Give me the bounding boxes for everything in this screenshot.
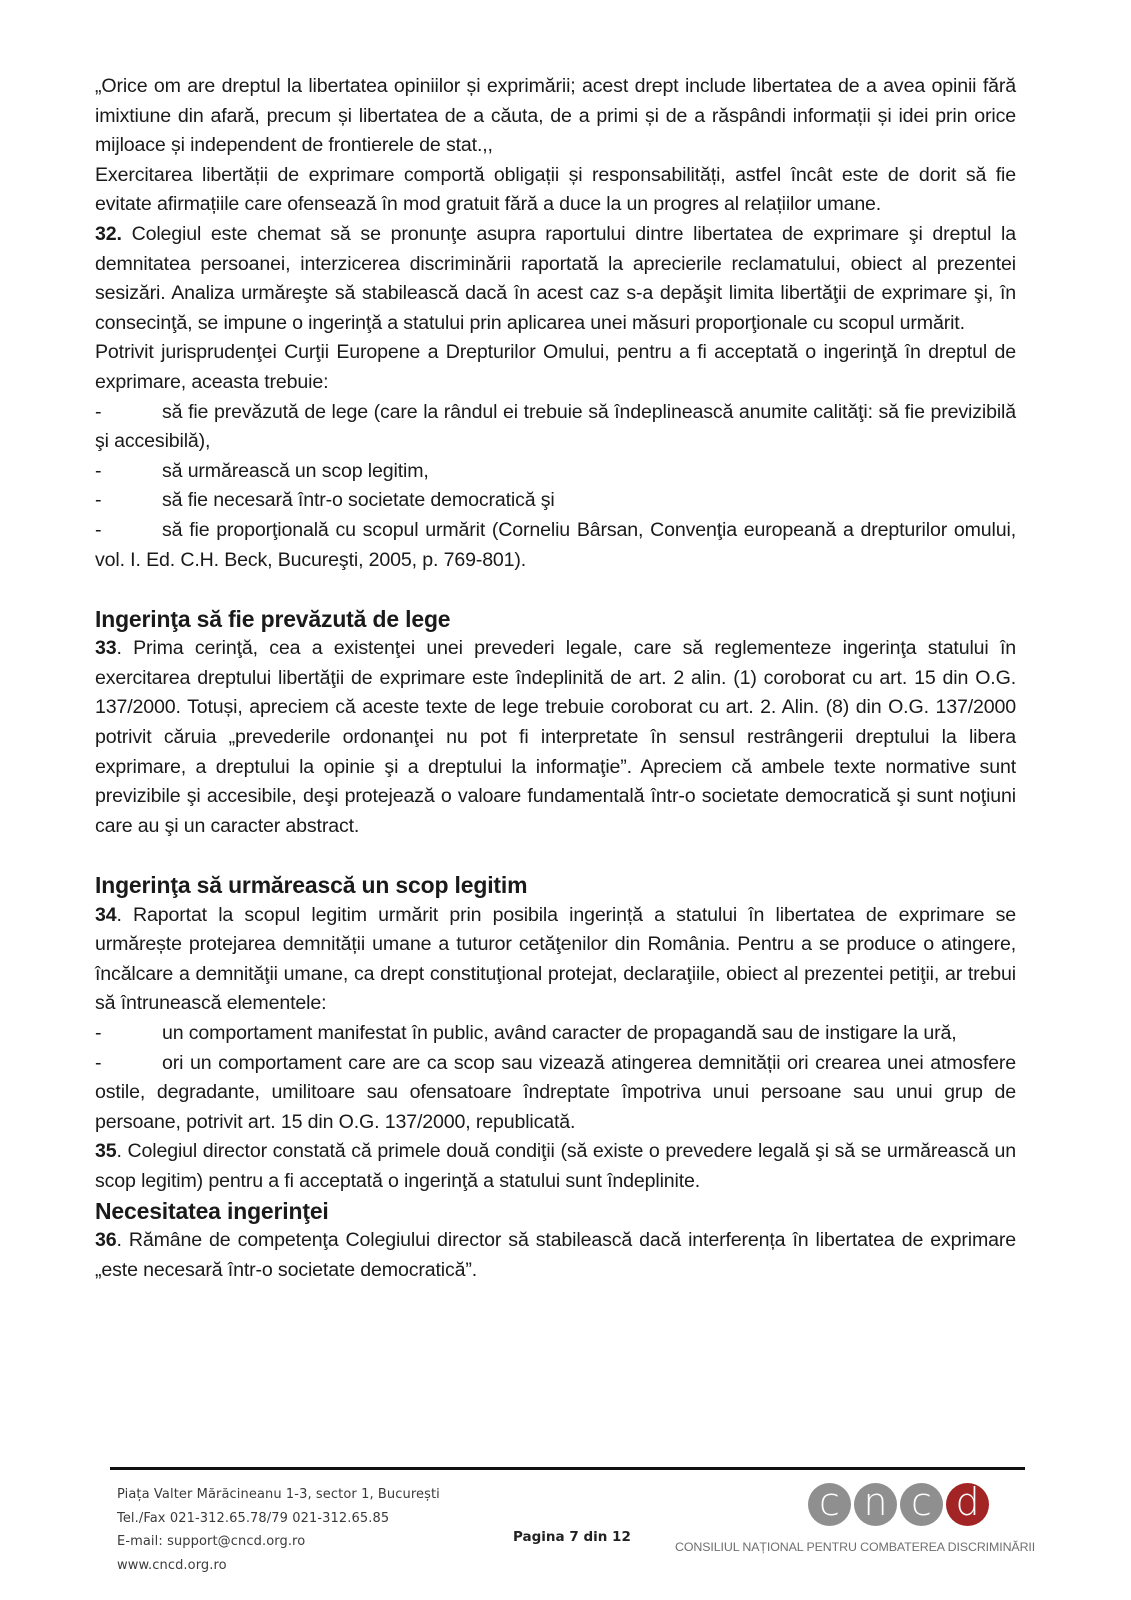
dash-bullet: -	[95, 459, 102, 482]
spacer	[95, 841, 1016, 871]
exercise-paragraph: Exercitarea libertății de exprimare comportă obligații și responsabilități, astfel încât este de dorit să fie evitate afirmațiile care ofensează în mod gratuit fără a duce la un progres al relațiilor umane.	[95, 163, 1016, 216]
paragraph-number: 35	[95, 1140, 117, 1163]
cedo-conditions-list	[95, 398, 1016, 576]
list-item	[95, 486, 1016, 516]
footer-phone: Tel./Fax 021-312.65.78/79 021-312.65.85	[117, 1510, 390, 1526]
logo-circle-c2: c	[900, 1483, 943, 1526]
list-item	[95, 398, 1016, 457]
cedo-intro: Potrivit jurisprudenţei Curţii Europene a Drepturilor Omului, pentru a fi acceptată o ingerinţă în dreptul de exprimare, aceasta trebuie:	[95, 341, 1016, 393]
list-item-text: să fie necesară într-o societate democratică şi	[162, 489, 555, 512]
section-heading-necessity: Necesitatea ingerinţei	[95, 1197, 329, 1224]
dash-bullet: -	[95, 400, 102, 423]
list-item-text: să urmărească un scop legitim,	[162, 459, 429, 482]
list-item	[95, 1049, 1016, 1138]
footer-contact-block	[117, 1483, 440, 1577]
dash-bullet: -	[95, 518, 102, 541]
paragraph-number: 34	[95, 903, 117, 926]
footer-email[interactable]: E-mail: support@cncd.org.ro	[117, 1534, 306, 1549]
cncd-logo	[808, 1483, 989, 1525]
list-item	[95, 516, 1016, 575]
section-heading-aim: Ingerinţa să urmărească un scop legitim	[95, 872, 528, 899]
dash-bullet: -	[95, 1051, 102, 1074]
list-item-text: un comportament manifestat în public, având caracter de propagandă sau de instigare la ură,	[162, 1022, 957, 1044]
logo-circle-d: d	[946, 1483, 989, 1526]
paragraph-32	[95, 220, 1016, 338]
section-heading-law: Ingerinţa să fie prevăzută de lege	[95, 605, 451, 632]
paragraph-text: Colegiul este chemat să se pronunţe asupra raportului dintre libertatea de exprimare şi dreptul la demnitatea persoanei, interzicerea discriminării raportată la aprecierile reclamatului, obiect al prezentei sesizări. Analiza urmăreşte să stabilească dacă în acest caz s-a depăşit limita libertăţii de exprimare şi, în consecinţă, se impune o ingerinţă a statului prin aplicarea unei măsuri proporţionale cu scopul urmărit.	[95, 222, 1016, 334]
logo-circle-c: c	[808, 1483, 851, 1526]
paragraph-text: . Prima cerinţă, cea a existenţei unei prevederi legale, care să reglementeze ingerinţa statului în exercitarea dreptului libertăţii de exprimare este îndeplinită de art. 2 alin. (1) coroborat cu art. 15 din O.G. 137/2000. Totuși, apreciem că aceste texte de lege trebuie coroborat cu art. 2. Alin. (8) din O.G. 137/2000 potrivit căruia „prevederile ordonanţei nu pot fi interpretate în sensul restrângerii dreptului la libera exprimare, a dreptului la opinie şi a dreptului la informaţie”. Apreciem că ambele texte normative sunt previzibile şi accesibile, deşi protejează o valoare fundamentală într-o societate democratică şi sunt noţiuni care au şi un caracter abstract.	[95, 637, 1016, 837]
list-item	[95, 1019, 1016, 1049]
list-item-text: ori un comportament care are ca scop sau vizează atingerea demnității ori crearea unei atmosfere ostile, degradante, umilitoare sau ofensatoare îndreptate împotriva unui persoane sau unui grup de persoane, potrivit art. 15 din O.G. 137/2000, republicată.	[95, 1051, 1016, 1133]
paragraph-number: 36	[95, 1229, 117, 1252]
dash-bullet: -	[95, 1022, 102, 1044]
list-item-text: să fie proporţională cu scopul urmărit (Corneliu Bârsan, Convenţia europeană a drepturilor omului, vol. I. Ed. C.H. Beck, Bucureşti, 2005, p. 769-801).	[95, 518, 1016, 571]
p34-elements-list	[95, 1019, 1016, 1137]
spacer	[95, 575, 1016, 605]
paragraph-36	[95, 1226, 1016, 1285]
echr-quote: „Orice om are dreptul la libertatea opiniilor și exprimării; acest drept include libertatea de a avea opinii fără imixtiune din afară, precum și libertatea de a căuta, de a primi și de a răspândi informații și idei prin orice mijloace și independent de frontierele de stat.,,	[95, 75, 1016, 157]
list-item-text: să fie prevăzută de lege (care la rândul ei trebuie să îndeplinească anumite calităţi: să fie previzibilă şi accesibilă),	[95, 400, 1016, 453]
document-body	[95, 72, 1016, 1285]
paragraph-34	[95, 901, 1016, 1019]
paragraph-number: 33	[95, 637, 117, 660]
paragraph-number: 32.	[95, 222, 122, 245]
logo-circle-n: n	[854, 1483, 897, 1526]
dash-bullet: -	[95, 489, 102, 512]
list-item	[95, 457, 1016, 487]
paragraph-text: . Rămâne de competenţa Colegiului director să stabilească dacă interferența în libertatea de exprimare „este necesară într-o societate democratică”.	[95, 1229, 1016, 1281]
footer-divider	[110, 1467, 1025, 1470]
paragraph-text: . Raportat la scopul legitim urmărit prin posibila ingerință a statului în libertatea de exprimare se urmărește protejarea demnității umane a tuturor cetăţenilor din România. Pentru a se produce o atingere, încălcare a demnităţii umane, ca drept constituţional protejat, declaraţiile, obiect al prezentei petiţii, ar trebui să întrunească elementele:	[95, 903, 1016, 1015]
paragraph-35	[95, 1137, 1016, 1196]
footer-address: Piața Valter Mărăcineanu 1-3, sector 1, București	[117, 1487, 440, 1502]
paragraph-text: . Colegiul director constată că primele două condiţii (să existe o prevedere legală şi să se urmărească un scop legitim) pentru a fi acceptată o ingerinţă a statului sunt îndeplinite.	[95, 1140, 1016, 1192]
page-number: Pagina 7 din 12	[513, 1529, 631, 1545]
paragraph-33	[95, 634, 1016, 841]
footer-website[interactable]: www.cncd.org.ro	[117, 1557, 227, 1573]
logo-caption: CONSILIUL NAȚIONAL PENTRU COMBATEREA DISCRIMINĂRII	[675, 1540, 1036, 1554]
